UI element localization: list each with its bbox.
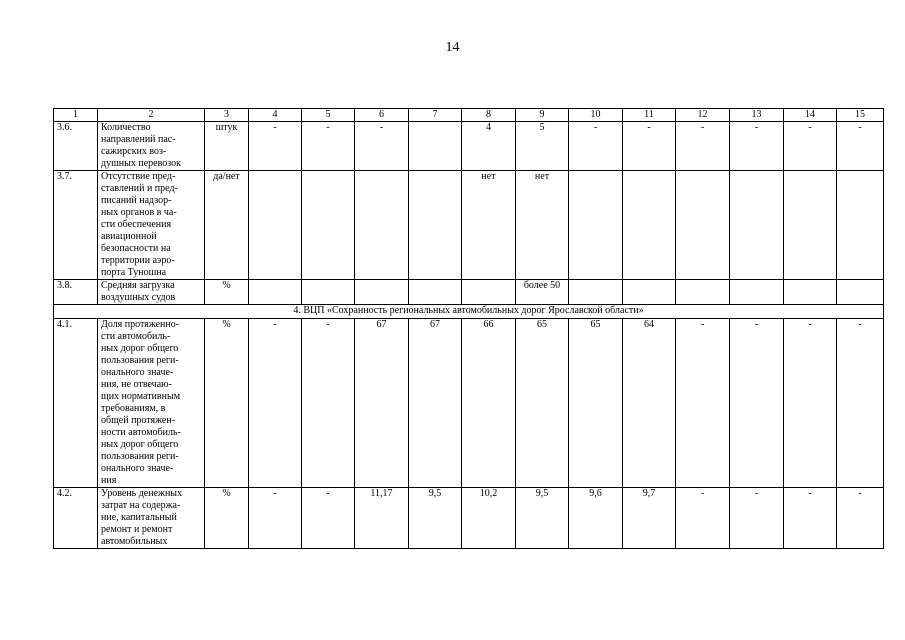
value-cell: - <box>730 488 784 549</box>
table-row <box>54 488 884 549</box>
header-cell: 4 <box>249 109 302 122</box>
unit-cell: штук <box>205 122 249 171</box>
indicator-name-line: затрат на содержа- <box>101 500 181 511</box>
header-cell: 8 <box>462 109 516 122</box>
header-cell: 7 <box>409 109 462 122</box>
value-cell <box>409 122 462 171</box>
indicator-name-line: ставлений и пред- <box>101 183 178 194</box>
value-cell: - <box>302 122 355 171</box>
indicator-name <box>98 122 205 171</box>
indicator-name-line: ние, капитальный <box>101 512 177 523</box>
header-cell: 12 <box>676 109 730 122</box>
value-cell: 9,6 <box>569 488 623 549</box>
value-cell <box>409 280 462 305</box>
indicator-name-line: Отсутствие пред- <box>101 171 176 182</box>
value-cell <box>730 280 784 305</box>
value-cell: - <box>302 488 355 549</box>
header-cell: 13 <box>730 109 784 122</box>
indicator-name-line: порта Туношна <box>101 267 167 278</box>
indicator-name-line: требованиям, в <box>101 403 166 414</box>
value-cell: нет <box>462 171 516 280</box>
value-cell: 9,5 <box>516 488 569 549</box>
row-number: 4.1. <box>54 319 98 488</box>
indicator-name-line: щих нормативным <box>101 391 181 402</box>
value-cell <box>676 280 730 305</box>
header-cell: 2 <box>98 109 205 122</box>
value-cell: 11,17 <box>355 488 409 549</box>
value-cell: - <box>676 122 730 171</box>
value-cell: 4 <box>462 122 516 171</box>
value-cell <box>784 171 837 280</box>
table-row <box>54 171 884 280</box>
unit-cell: % <box>205 488 249 549</box>
header-cell: 6 <box>355 109 409 122</box>
table-row <box>54 280 884 305</box>
value-cell: - <box>249 319 302 488</box>
indicators-table <box>53 108 884 549</box>
indicator-name-line: ных дорог общего <box>101 439 179 450</box>
header-cell: 14 <box>784 109 837 122</box>
indicator-name-line: территории аэро- <box>101 255 175 266</box>
table-row <box>54 122 884 171</box>
value-cell: 9,5 <box>409 488 462 549</box>
indicator-name <box>98 280 205 305</box>
indicator-name-line: общей протяжен- <box>101 415 176 426</box>
header-cell: 10 <box>569 109 623 122</box>
indicator-name-line: ния, не отвечаю- <box>101 379 172 390</box>
header-cell: 3 <box>205 109 249 122</box>
value-cell: 9,7 <box>623 488 676 549</box>
value-cell <box>355 171 409 280</box>
value-cell: - <box>784 122 837 171</box>
value-cell: - <box>302 319 355 488</box>
indicator-name-line: сти автомобиль- <box>101 331 171 342</box>
value-cell: 66 <box>462 319 516 488</box>
indicator-name-line: онального значе- <box>101 463 174 474</box>
value-cell <box>676 171 730 280</box>
header-cell: 9 <box>516 109 569 122</box>
indicator-name-line: авиационной <box>101 231 157 242</box>
indicator-name-line: пользования реги- <box>101 355 179 366</box>
value-cell: 67 <box>355 319 409 488</box>
indicator-name-line: ремонт и ремонт <box>101 524 173 535</box>
header-cell: 5 <box>302 109 355 122</box>
indicator-name-line: сти обеспечения <box>101 219 172 230</box>
value-cell <box>784 280 837 305</box>
value-cell: - <box>730 122 784 171</box>
value-cell: 65 <box>516 319 569 488</box>
value-cell: - <box>623 122 676 171</box>
value-cell: - <box>676 488 730 549</box>
indicator-name-line: Уровень денежных <box>101 488 183 499</box>
value-cell: 67 <box>409 319 462 488</box>
value-cell <box>623 171 676 280</box>
indicator-name-line: ности автомобиль- <box>101 427 181 438</box>
value-cell: - <box>249 122 302 171</box>
value-cell: 5 <box>516 122 569 171</box>
value-cell <box>730 171 784 280</box>
indicator-name-line: направлений пас- <box>101 134 176 145</box>
indicator-name-line: пользования реги- <box>101 451 179 462</box>
indicator-name-line: безопасности на <box>101 243 171 254</box>
value-cell <box>249 280 302 305</box>
row-number: 3.8. <box>54 280 98 305</box>
value-cell <box>462 280 516 305</box>
value-cell: - <box>249 488 302 549</box>
value-cell <box>249 171 302 280</box>
value-cell <box>355 280 409 305</box>
value-cell <box>569 171 623 280</box>
indicator-name-line: ных дорог общего <box>101 343 179 354</box>
unit-cell: % <box>205 280 249 305</box>
header-cell: 15 <box>837 109 884 122</box>
section-row <box>54 305 884 319</box>
value-cell: 64 <box>623 319 676 488</box>
table-body <box>54 109 884 549</box>
indicator-name <box>98 319 205 488</box>
indicator-name-line: писаний надзор- <box>101 195 172 206</box>
section-title: 4. ВЦП «Сохранность региональных автомобильных дорог Ярославской области» <box>54 305 884 319</box>
indicator-name-line: онального значе- <box>101 367 174 378</box>
table-row <box>54 319 884 488</box>
unit-cell: % <box>205 319 249 488</box>
header-cell: 1 <box>54 109 98 122</box>
indicator-name <box>98 488 205 549</box>
value-cell: - <box>730 319 784 488</box>
indicator-name-line: ных органов в ча- <box>101 207 177 218</box>
indicator-name-line: воздушных судов <box>101 292 176 303</box>
indicator-name-line: душных перевозок <box>101 158 181 169</box>
page-number: 14 <box>445 40 460 55</box>
row-number: 4.2. <box>54 488 98 549</box>
indicator-name-line: Количество <box>101 122 151 133</box>
header-cell: 11 <box>623 109 676 122</box>
value-cell <box>623 280 676 305</box>
indicator-name-line: ния <box>101 475 117 486</box>
value-cell: 65 <box>569 319 623 488</box>
value-cell: более 50 <box>516 280 569 305</box>
indicator-name-line: автомобильных <box>101 536 168 547</box>
value-cell <box>837 280 884 305</box>
table-header-row <box>54 109 884 122</box>
row-number: 3.7. <box>54 171 98 280</box>
unit-cell: да/нет <box>205 171 249 280</box>
indicator-name-line: Средняя загрузка <box>101 280 175 291</box>
value-cell: - <box>784 319 837 488</box>
value-cell: - <box>784 488 837 549</box>
value-cell: - <box>837 488 884 549</box>
value-cell: - <box>676 319 730 488</box>
value-cell: - <box>837 319 884 488</box>
value-cell <box>837 171 884 280</box>
value-cell: - <box>569 122 623 171</box>
value-cell: - <box>355 122 409 171</box>
value-cell: - <box>837 122 884 171</box>
row-number: 3.6. <box>54 122 98 171</box>
value-cell <box>409 171 462 280</box>
value-cell <box>302 171 355 280</box>
value-cell <box>569 280 623 305</box>
value-cell: нет <box>516 171 569 280</box>
indicator-name-line: Доля протяженно- <box>101 319 180 330</box>
value-cell: 10,2 <box>462 488 516 549</box>
indicator-name <box>98 171 205 280</box>
indicator-name-line: сажирских воз- <box>101 146 167 157</box>
value-cell <box>302 280 355 305</box>
